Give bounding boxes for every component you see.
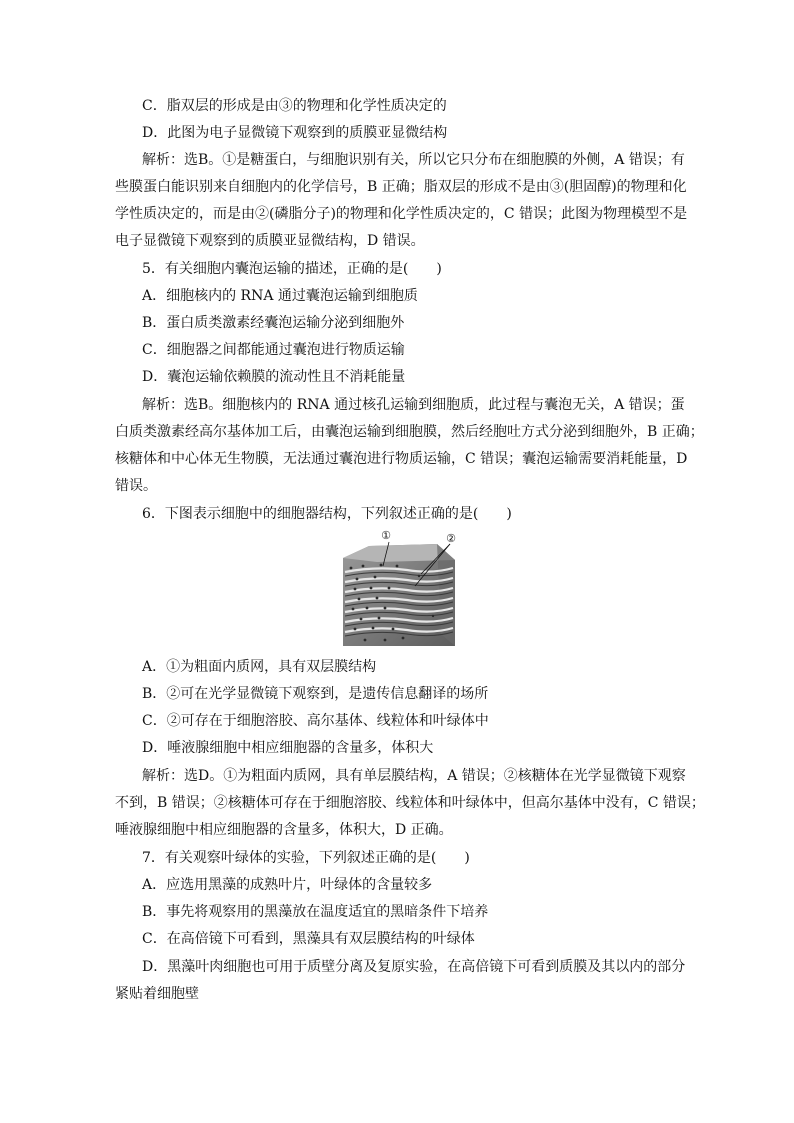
q5-explanation-line: 解析：选B。细胞核内的 RNA 通过核孔运输到细胞质，此过程与囊泡无关，A 错误；蛋 xyxy=(142,397,685,413)
q5-explanation-line: 白质类激素经高尔基体加工后，由囊泡运输到细胞膜，然后经胞吐方式分泌到细胞外，B 正确； xyxy=(115,424,704,440)
q4-option-c: C．脂双层的形成是由③的物理和化学性质决定的 xyxy=(142,98,447,114)
q4-explanation-line: 学性质决定的，而是由②(磷脂分子)的物理和化学性质决定的，C 错误；此图为物理模型不是 xyxy=(115,206,688,222)
q7-option-b: B．事先将观察用的黑藻放在温度适宜的黑暗条件下培养 xyxy=(142,904,489,920)
q5-option-b: B．蛋白质类激素经囊泡运输分泌到细胞外 xyxy=(142,315,405,331)
endoplasmic-reticulum-illustration xyxy=(337,530,459,650)
q7-option-d: D．黑藻叶肉细胞也可用于质壁分离及复原实验，在高倍镜下可看到质膜及其以内的部分 xyxy=(142,959,686,975)
q7-option-d-continuation: 紧贴着细胞壁 xyxy=(115,986,199,1002)
q6-explanation-line: 不到，B 错误；②核糖体可存在于细胞溶胶、线粒体和叶绿体中，但高尔基体中没有，C 错误； xyxy=(115,795,705,811)
q5-stem: 5．有关细胞内囊泡运输的描述，正确的是( ) xyxy=(142,261,442,277)
q6-option-a: A．①为粗面内质网，具有双层膜结构 xyxy=(142,659,377,675)
q6-explanation-line: 解析：选D。①为粗面内质网，具有单层膜结构，A 错误；②核糖体在光学显微镜下观察 xyxy=(142,768,686,784)
q4-explanation-line: 电子显微镜下观察到的质膜亚显微结构，D 错误。 xyxy=(115,233,425,249)
figure-label-1: ① xyxy=(381,530,391,542)
q5-option-d: D．囊泡运输依赖膜的流动性且不消耗能量 xyxy=(142,369,406,385)
q4-explanation-line: 解析：选B。①是糖蛋白，与细胞识别有关，所以它只分布在细胞膜的外侧，A 错误；有 xyxy=(142,152,685,168)
q5-option-c: C．细胞器之间都能通过囊泡进行物质运输 xyxy=(142,342,405,358)
q5-option-a: A．细胞核内的 RNA 通过囊泡运输到细胞质 xyxy=(142,288,418,304)
q4-option-d: D．此图为电子显微镜下观察到的质膜亚显微结构 xyxy=(142,125,448,141)
organelle-figure xyxy=(337,530,459,650)
q6-option-b: B．②可在光学显微镜下观察到，是遗传信息翻译的场所 xyxy=(142,686,489,702)
q6-option-c: C．②可存在于细胞溶胶、高尔基体、线粒体和叶绿体中 xyxy=(142,713,489,729)
q6-option-d: D．唾液腺细胞中相应细胞器的含量多，体积大 xyxy=(142,740,434,756)
figure-label-2: ② xyxy=(446,532,456,545)
q7-option-a: A．应选用黑藻的成熟叶片，叶绿体的含量较多 xyxy=(142,877,433,893)
q6-explanation-line: 唾液腺细胞中相应细胞器的含量多，体积大，D 正确。 xyxy=(115,822,453,838)
q6-stem: 6．下图表示细胞中的细胞器结构，下列叙述正确的是( ) xyxy=(142,506,512,522)
q4-explanation-line: 些膜蛋白能识别来自细胞内的化学信号，B 正确；脂双层的形成不是由③(胆固醇)的物理和化 xyxy=(115,179,687,195)
q5-explanation-line: 核糖体和中心体无生物膜，无法通过囊泡进行物质运输，C 错误；囊泡运输需要消耗能量，D xyxy=(115,451,688,467)
q7-option-c: C．在高倍镜下可看到，黑藻具有双层膜结构的叶绿体 xyxy=(142,931,475,947)
q7-stem: 7．有关观察叶绿体的实验，下列叙述正确的是( ) xyxy=(142,850,470,866)
q5-explanation-line: 错误。 xyxy=(115,478,157,494)
